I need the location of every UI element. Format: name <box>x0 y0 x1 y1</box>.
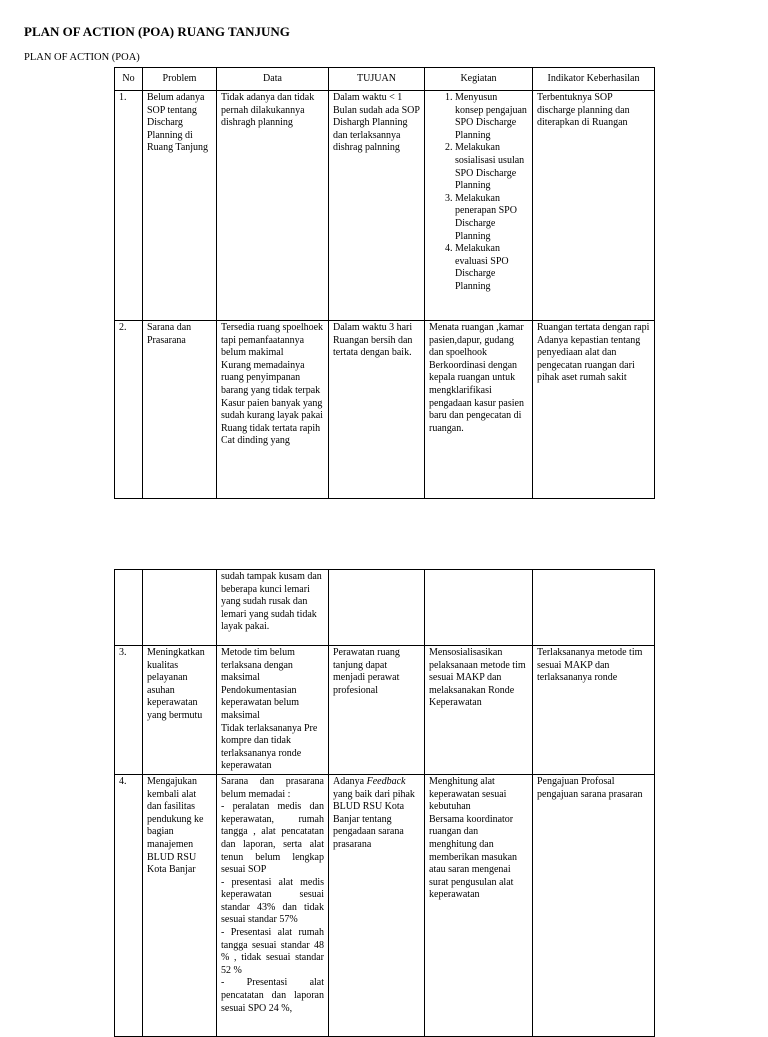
indikator-cell <box>533 91 655 321</box>
data-line: Pendokumentasian keperawatan belum maksimal <box>221 684 300 721</box>
kegiatan-cell: Mensosialisasikan pelaksanaan metode tim sesuai MAKP dan melaksanakan Ronde Keperawatan <box>425 646 533 775</box>
problem-cell: Mengajukan kembali alat dan fasilitas pendukung ke bagian manajemen BLUD RSU Kota Banjar <box>143 774 217 1036</box>
kegiatan-list <box>429 92 528 294</box>
kegiatan-line: Menata ruangan ,kamar pasien,dapur, gudang dan spoelhook <box>429 322 524 359</box>
data-line: Cat dinding yang <box>221 435 290 447</box>
indikator-cell: Terlaksananya metode tim sesuai MAKP dan terlaksananya ronde <box>533 646 655 775</box>
row-number-empty <box>115 570 143 646</box>
data-line: - peralatan medis dan keperawatan, rumah tangga , alat pencatatan dan laporan, serta alat tenun belum lengkap sesuai SOP <box>221 801 324 876</box>
data-line: Tidak adanya dan tidak pernah dilakukannya dishragh planning <box>221 92 315 129</box>
tujuan-text-italic: Feedback <box>366 775 406 787</box>
tujuan-cell <box>329 774 425 1036</box>
kegiatan-cell <box>425 774 533 1036</box>
data-cell <box>217 774 329 1036</box>
problem-cell-empty <box>143 570 217 646</box>
table-row <box>115 774 655 1036</box>
header-no: No <box>115 68 143 91</box>
data-line: - Presentasi alat pencatatan dan laporan sesuai SPO 24 %, <box>221 977 324 1014</box>
data-line: - presentasi alat medis keperawatan sesuai standar 43% dan tidak sesuai standar 57% <box>221 876 324 926</box>
data-line: Kasur paien banyak yang sudah kurang layak pakai <box>221 397 323 422</box>
data-cell <box>217 91 329 321</box>
indikator-line: Ruangan tertata dengan rapi <box>537 322 650 333</box>
table-row <box>115 570 655 646</box>
poa-table-page-1 <box>114 67 655 499</box>
tujuan-text-pre: Adanya <box>333 775 367 787</box>
data-line: Sarana dan prasarana belum memadai : <box>221 775 324 800</box>
kegiatan-line: Berkoordinasi dengan kepala ruangan untuk mengklarifikasi pengadaan kasur pasien baru dan pengecatan di ruangan. <box>429 359 524 434</box>
indikator-cell-empty <box>533 570 655 646</box>
data-cell <box>217 321 329 499</box>
row-number: 3. <box>115 646 143 775</box>
indikator-line: Adanya kepastian tentang penyediaan alat dan pengecatan ruangan dari pihak aset rumah sakit <box>537 334 641 384</box>
table-row <box>115 321 655 499</box>
problem-cell: Meningkatkan kualitas pelayanan asuhan keperawatan yang bermutu <box>143 646 217 775</box>
kegiatan-cell-empty <box>425 570 533 646</box>
header-problem: Problem <box>143 68 217 91</box>
indikator-cell <box>533 321 655 499</box>
tujuan-cell-empty <box>329 570 425 646</box>
tujuan-cell: Dalam waktu < 1 Bulan sudah ada SOP Dishargh Planning dan terlaksannya dishrag palnning <box>329 91 425 321</box>
problem-cell: Belum adanya SOP tentang Discharg Planning di Ruang Tanjung <box>143 91 217 321</box>
list-item: 1. Menyusun konsep pengajuan SPO Discharge Planning <box>455 92 528 142</box>
list-item: 2. Melakukan sosialisasi usulan SPO Discharge Planning <box>455 142 528 192</box>
header-tujuan: TUJUAN <box>329 68 425 91</box>
document-subtitle: PLAN OF ACTION (POA) <box>24 52 140 63</box>
tujuan-cell: Dalam waktu 3 hari Ruangan bersih dan tertata dengan baik. <box>329 321 425 499</box>
data-line: Ruang tidak tertata rapih <box>221 422 321 434</box>
data-line: - Presentasi alat rumah tangga sesuai standar 48 % , tidak sesuai standar 52 % <box>221 927 324 976</box>
kegiatan-line: Menghitung alat keperawatan sesuai kebutuhan <box>429 775 507 813</box>
document-title: PLAN OF ACTION (POA) RUANG TANJUNG <box>24 24 290 39</box>
poa-table-page-2 <box>114 569 655 1037</box>
list-item: 4. Melakukan evaluasi SPO Discharge Planning <box>455 243 528 293</box>
table-row <box>115 646 655 775</box>
data-cell <box>217 646 329 775</box>
table-header-row <box>115 68 655 91</box>
problem-cell: Sarana dan Prasarana <box>143 321 217 499</box>
kegiatan-cell <box>425 321 533 499</box>
row-number: 4. <box>115 774 143 1036</box>
indikator-cell: Pengajuan Profosal pengajuan sarana prasaran <box>533 774 655 1036</box>
table-row <box>115 91 655 321</box>
data-line: Tidak terlaksananya Pre kompre dan tidak terlaksananya ronde keperawatan <box>221 722 318 772</box>
tujuan-cell: Perawatan ruang tanjung dapat menjadi perawat profesional <box>329 646 425 775</box>
list-item: 3. Melakukan penerapan SPO Discharge Planning <box>455 193 528 243</box>
header-indikator: Indikator Keberhasilan <box>533 68 655 91</box>
indikator-line: Terbentuknya SOP discharge planning dan diterapkan di Ruangan <box>537 92 630 129</box>
header-kegiatan: Kegiatan <box>425 68 533 91</box>
row-number: 2. <box>115 321 143 499</box>
row-number: 1. <box>115 91 143 321</box>
kegiatan-line: Bersama koordinator ruangan dan menghitung dan memberikan masukan atau saran mengenai surat pengusulan alat keperawatan <box>429 813 518 901</box>
data-line: Tersedia ruang spoelhoek tapi pemanfaatannya belum makimal <box>221 322 324 359</box>
kegiatan-cell <box>425 91 533 321</box>
data-line: Metode tim belum terlaksana dengan maksimal <box>221 647 295 684</box>
data-line: Kurang memadainya ruang penyimpanan barang yang tidak terpak <box>221 359 321 396</box>
tujuan-text-post: yang baik dari pihak BLUD RSU Kota Banjar tentang pengadaan sarana prasarana <box>333 788 415 850</box>
data-cell: sudah tampak kusam dan beberapa kunci lemari yang sudah rusak dan lemari yang sudah tidak layak pakai. <box>217 570 329 646</box>
header-data: Data <box>217 68 329 91</box>
